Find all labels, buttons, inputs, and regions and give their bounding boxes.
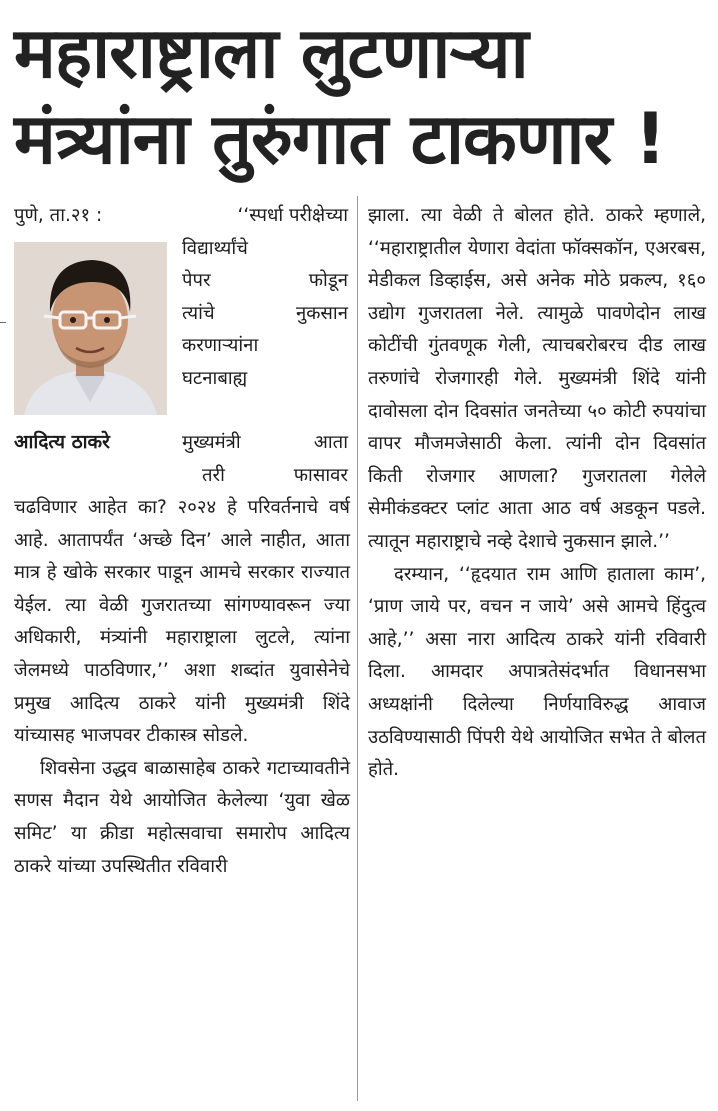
beside-line-3: त्यांचे नुकसान [182, 302, 348, 324]
beside-line-5: घटनाबाह्य [182, 368, 248, 389]
col2-paragraph-1: झाला. त्या वेळी ते बोलत होते. ठाकरे म्हणाले, ‘‘महाराष्ट्रातील येणारा वेदांता फॉक्सकॉन, एअरबस, मेडीकल डिव्हाईस, असे अनेक मोठे प्रकल्प, १६० उद्योग गुजरातला नेले. त्यामुळे पावणेदोन लाख कोटींची गुंतवणूक गेली, त्याचबरोबरच दीड लाख तरुणांचे रोजगारही गेले. मुख्यमंत्री शिंदे यांनी दावोसला दोन दिवसांत जनतेच्या ५० कोटी रुपयांचा वापर मौजमजेसाठी केला. त्यांनी दोन दिवसांत किती रोजगार आणला? गुजरातला गेलेले सेमीकंडक्टर प्लांट आता आठ वर्ष अडकून पडले. त्यातून महाराष्ट्राचे नव्हे देशाचे नुकसान झाले.’’ [368, 205, 706, 552]
article-column-2 [368, 200, 706, 787]
col2-paragraph-2: दरम्यान, ‘‘हृदयात राम आणि हाताला काम’, ‘प्राण जाये पर, वचन न जाये’ असे आमचे हिंदुत्व आहे,’’ असा नारा आदित्य ठाकरे यांनी रविवारी दिला. आमदार अपात्रतेसंदर्भात विधानसभा अध्यक्षांनी दिलेल्या निर्णयाविरुद्ध आवाज उठविण्यासाठी पिंपरी येथे आयोजित सभेत ते बोलत होते. [368, 563, 706, 781]
col1-paragraph-2: शिवसेना उद्धव बाळासाहेब ठाकरे गटाच्यावतीने सणस मैदान येथे आयोजित केलेल्या ‘युवा खेळ समिट’ या क्रीडा महोत्सवाचा समारोप आदित्य ठाकरे यांच्या उपस्थितीत रविवारी [14, 757, 350, 877]
beside-line-6: मुख्यमंत्री आता [182, 432, 348, 453]
col1-paragraph-1: चढविणार आहेत का? २०२४ हे परिवर्तनाचे वर्ष आहे. आतापर्यंत ‘अच्छे दिन’ आले नाहीत, आता मात्र हे खोके सरकार पाडून आमचे सरकार राज्यात येईल. त्या वेळी गुजरातच्या सांगण्यावरून ज्या अधिकारी, मंत्र्यांनी महाराष्ट्राला लुटले, त्यांना जेलमध्ये पाठविणार,’’ अशा शब्दांत युवासेनेचे प्रमुख आदित्य ठाकरे यांनी मुख्यमंत्री शिंदे यांच्यासह भाजपवर टीकास्त्र सोडले. [14, 497, 350, 747]
headline-line-1: महाराष्ट्राला लुटणाऱ्या [14, 12, 528, 94]
portrait-photo [14, 242, 167, 415]
headline-line-2: मंत्र्यांना तुरुंगात टाकणार ! [14, 98, 666, 180]
beside-line-0: ‘‘स्पर्धा परीक्षेच्या [237, 205, 348, 226]
portrait-illustration [14, 242, 167, 415]
dateline: पुणे, ता.२१ : [14, 205, 103, 226]
column-divider [357, 196, 358, 1101]
headline [14, 10, 704, 182]
margin-mark [0, 322, 6, 323]
photo-caption: आदित्य ठाकरे [14, 431, 110, 453]
beside-line-2: पेपर फोडून [182, 270, 348, 292]
article-column-1-body [14, 492, 350, 883]
beside-line-1: विद्यार्थ्यांचे [182, 237, 248, 259]
beside-line-7: तरी फासावर [202, 464, 348, 486]
beside-line-4: करणाऱ्यांना [182, 335, 259, 357]
